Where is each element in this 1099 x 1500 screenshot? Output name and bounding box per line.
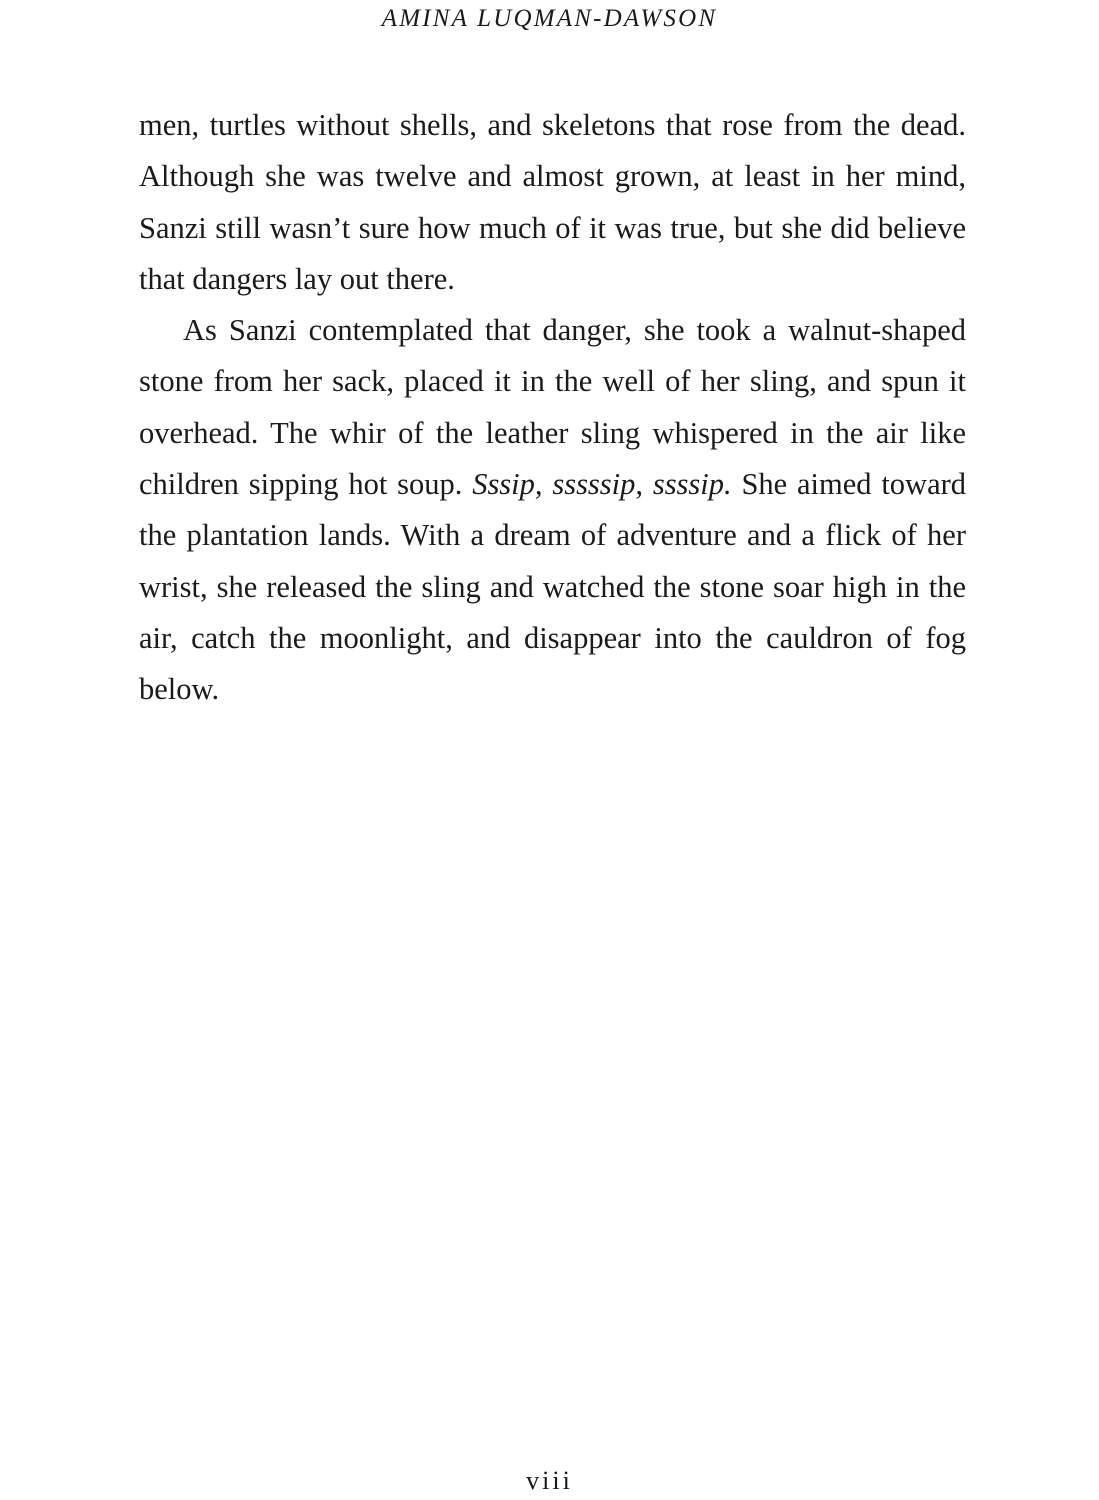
running-head: AMINA LUQMAN-DAWSON — [381, 5, 718, 32]
paragraph-text: As Sanzi contemplated that danger, she took a walnut-shaped stone from her sack, placed it in the well of her sling, and spun it overhead. The whir of the leather sling whispered in the air like children sipping hot soup. — [139, 313, 966, 502]
paragraph: men, turtles without shells, and skeletons that rose from the dead. Although she was twelve and almost grown, at least in her mind, Sanzi still wasn’t sure how much of it was true, but she did believe that dangers lay out there. — [139, 108, 966, 296]
paragraph — [139, 305, 966, 715]
body-text — [139, 100, 966, 716]
page-number: viii — [526, 1466, 573, 1495]
italic-sound-effect: Sssip, sssssip, ssssip. — [472, 467, 732, 502]
paragraph-text: She aimed toward the plantation lands. With a dream of adventure and a flick of her wrist, she released the sling and watched the stone soar high in the air, catch the moonlight, and disappear into the cauldron of fog below. — [139, 467, 967, 707]
